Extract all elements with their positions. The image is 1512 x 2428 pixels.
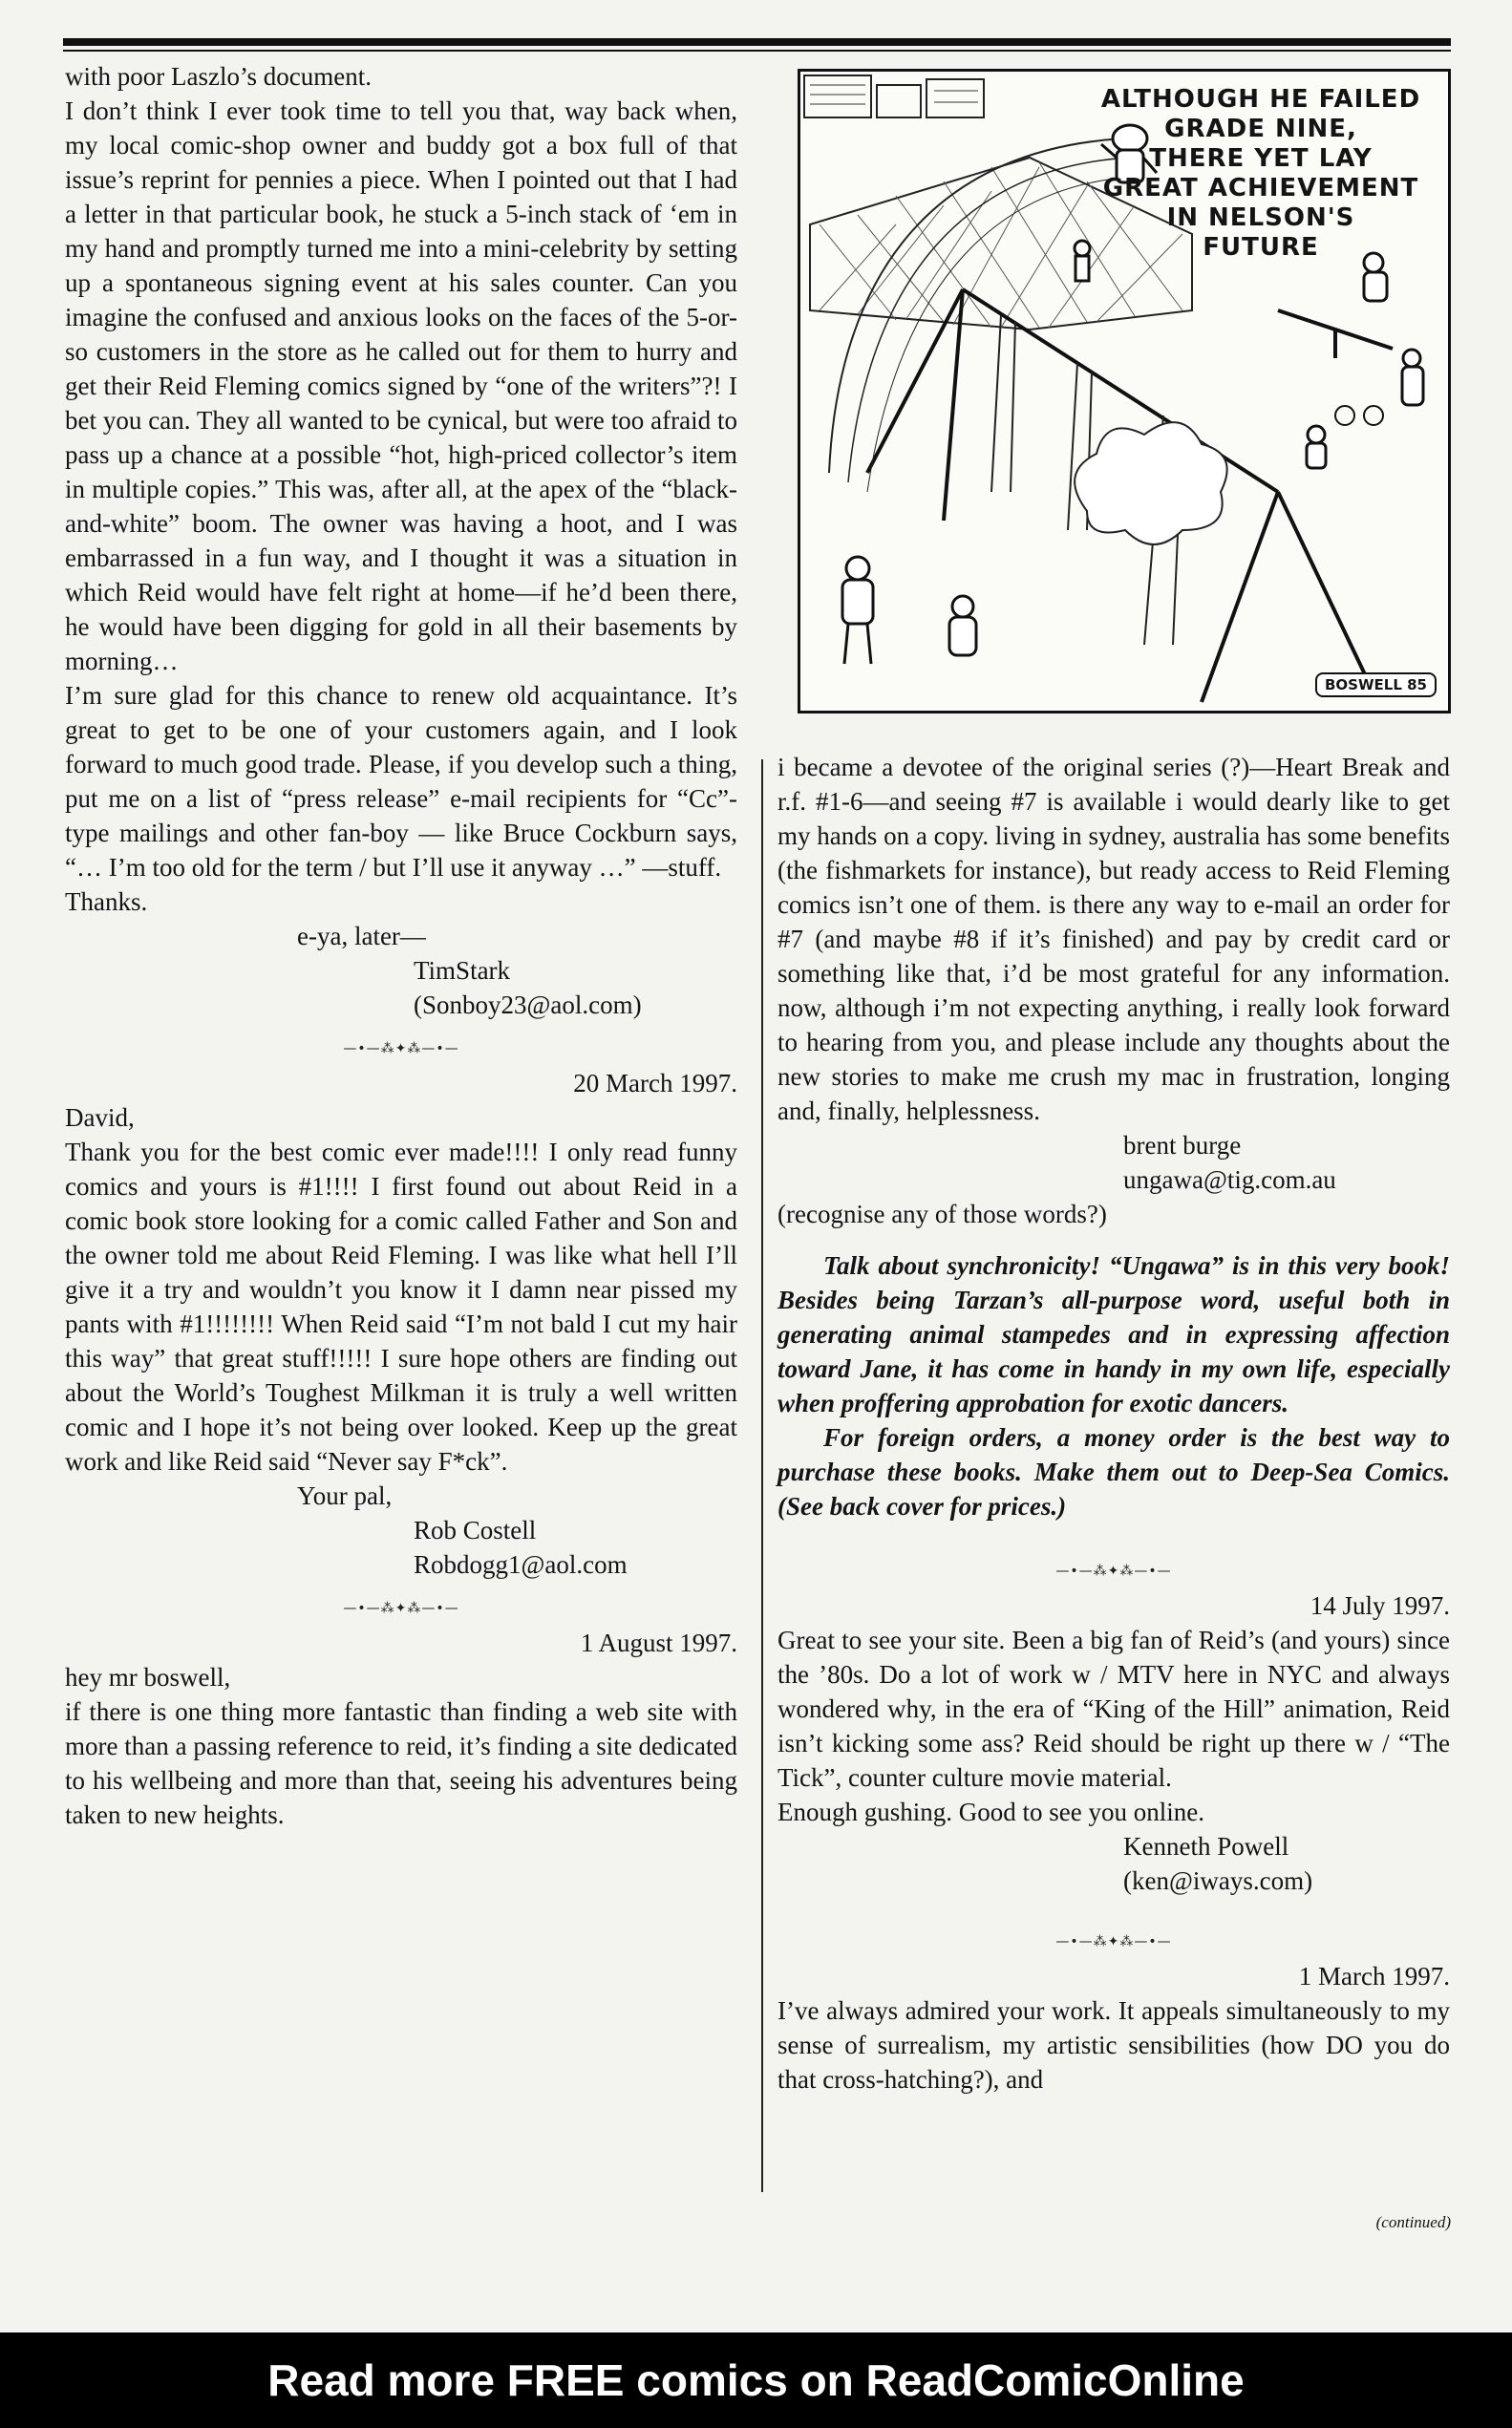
letter5-date: 1 March 1997.	[1298, 1962, 1450, 1991]
right-column	[777, 750, 1450, 2097]
continued-note: (continued)	[1375, 2213, 1451, 2231]
editor-reply: Talk about synchronicity! “Ungawa” is in this very book! Besides being Tarzan’s all-purpose word, useful both in generating animal stampedes and in expressing affection toward Jane, it has come in handy in my own life, especially when proffering approbation for exotic dancers.	[777, 1251, 1450, 1417]
letter3-name: brent burge	[1123, 1131, 1242, 1160]
cartoon-panel	[798, 69, 1451, 713]
cartoon-caption	[1079, 85, 1442, 263]
promo-banner[interactable]: Read more FREE comics on ReadComicOnline	[0, 2332, 1512, 2428]
caption-line: FUTURE	[1203, 233, 1319, 262]
left-column	[65, 59, 737, 1832]
top-rule-thin	[63, 50, 1451, 52]
letter4-name: Kenneth Powell	[1123, 1832, 1289, 1861]
letter2-salutation: David,	[65, 1103, 135, 1132]
letter1-closing: e-ya, later—	[297, 922, 426, 950]
letter3-paragraph: i became a devotee of the original series (?)—Heart Break and r.f. #1-6—and seeing #7 is available i would dearly like to get my hands on a copy. living in sydney, australia has some benefits (the fishmarkets for instance), but ready access to Reid Fleming comics isn’t one of them. is there any way to e-mail an order for #7 (and maybe #8 if it’s finished) and pay by credit card or something like that, i’d be most grateful for any information. now, although i’m not expecting anything, i really look forward to hearing from you, and please include any thoughts about the new stories to make me crush my mac in frustration, longing and, finally, helplessness.	[777, 753, 1450, 1125]
letter2-body: Thank you for the best comic ever made!!!! I only read funny comics and yours is #1!!!! I first found out about Reid in a comic book store looking for a comic called Father and Son and the owner told me about Reid Fleming. I was like what hell I’ll give it a try and wouldn’t you know it I damn near pissed my pants with #1!!!!!!!! When Reid said “I’m not bald I cut my hair this way” that great stuff!!!!! I sure hope others are finding out about the World’s Toughest Milkman it is truly a well written comic and I hope it’s not being over looked. Keep up the great work and like Reid said “Never say F*ck”.	[65, 1138, 737, 1476]
letter2-email: Robdogg1@aol.com	[414, 1550, 628, 1579]
caption-line: IN NELSON'S	[1166, 203, 1355, 232]
letter1-paragraph: with poor Laszlo’s document.	[65, 62, 372, 91]
letter4-body: Great to see your site. Been a big fan of Reid’s (and yours) since the ’80s. Do a lot of work w / MTV here in NYC and always wondered why, in the era of “King of the Hill” animation, Reid isn’t kicking some ass? Reid should be right up there w / “The Tick”, counter culture movie material.	[777, 1626, 1450, 1792]
letter5-body: I’ve always admired your work. It appeals simultaneously to my sense of surrealism, my artistic sensibilities (how DO you do that cross-hatching?), and	[777, 1996, 1450, 2094]
letter3-date: 1 August 1997.	[580, 1629, 737, 1657]
letter3-salutation: hey mr boswell,	[65, 1663, 231, 1692]
letter3-email: ungawa@tig.com.au	[1123, 1165, 1336, 1194]
caption-line: ALTHOUGH HE FAILED	[1100, 85, 1421, 114]
letter1-paragraph: Thanks.	[65, 887, 148, 916]
letter4-date: 14 July 1997.	[1310, 1591, 1450, 1620]
letter3-paragraph: if there is one thing more fantastic than finding a web site with more than a passing reference to reid, it’s finding a site dedicated to his wellbeing and more than that, seeing his adventures being taken to new heights.	[65, 1697, 737, 1829]
letter3-postscript: (recognise any of those words?)	[777, 1200, 1107, 1228]
top-rule	[63, 38, 1451, 46]
letter1-email: (Sonboy23@aol.com)	[414, 990, 642, 1019]
artist-signature: BOSWELL 85	[1315, 672, 1437, 697]
spacer	[777, 1231, 1450, 1248]
letter1-paragraph: I’m sure glad for this chance to renew old acquaintance. It’s great to get to be one of your customers again, and I look forward to much good trade. Please, if you develop such a thing, put me on a list of “press release” e-mail recipients for “Cc”-type mailings and other fan-boy — like Bruce Cockburn says, “… I’m too old for the term / but I’ll use it anyway …” —stuff.	[65, 681, 737, 882]
caption-line: GRADE NINE,	[1164, 115, 1357, 143]
section-ornament: —•—⁂✦⁂—•—	[343, 1041, 459, 1056]
caption-line: THERE YET LAY	[1149, 144, 1373, 173]
caption-line: GREAT ACHIEVEMENT	[1102, 174, 1419, 202]
section-ornament: —•—⁂✦⁂—•—	[343, 1601, 459, 1616]
editor-reply: For foreign orders, a money order is the best way to purchase these books. Make them out to Deep-Sea Comics. (See back cover for prices.)	[777, 1423, 1450, 1521]
section-ornament: —•—⁂✦⁂—•—	[1055, 1934, 1172, 1949]
letter4-closing-line: Enough gushing. Good to see you online.	[777, 1798, 1204, 1826]
letter1-paragraph: I don’t think I ever took time to tell you that, way back when, my local comic-shop owner and buddy got a box full of that issue’s reprint for pennies a piece. When I pointed out that I had a letter in that particular book, he stuck a 5-inch stack of ‘em in my hand and promptly turned me into a mini-celebrity by setting up a spontaneous signing event at his sales counter. Can you imagine the confused and anxious looks on the faces of the 5-or-so customers in the store as he called out for them to hurry and get their Reid Fleming comics signed by “one of the writers”?! I bet you can. They all wanted to be cynical, but were too afraid to pass up a chance at a possible “hot, high-priced collector’s item in multiple copies.” This was, after all, at the apex of the “black-and-white” boom. The owner was having a hoot, and I was embarrassed in a fun way, and I thought it was a situation in which Reid would have felt right at home—if he’d been there, he would have been digging for gold in all their basements by morning…	[65, 96, 737, 675]
letter4-email: (ken@iways.com)	[1123, 1866, 1313, 1895]
letter2-date: 20 March 1997.	[573, 1069, 737, 1097]
letter2-closing: Your pal,	[297, 1481, 393, 1510]
column-divider	[761, 759, 763, 2192]
letter1-name: TimStark	[414, 956, 511, 985]
section-ornament: —•—⁂✦⁂—•—	[1055, 1564, 1172, 1579]
letter2-name: Rob Costell	[414, 1516, 537, 1544]
